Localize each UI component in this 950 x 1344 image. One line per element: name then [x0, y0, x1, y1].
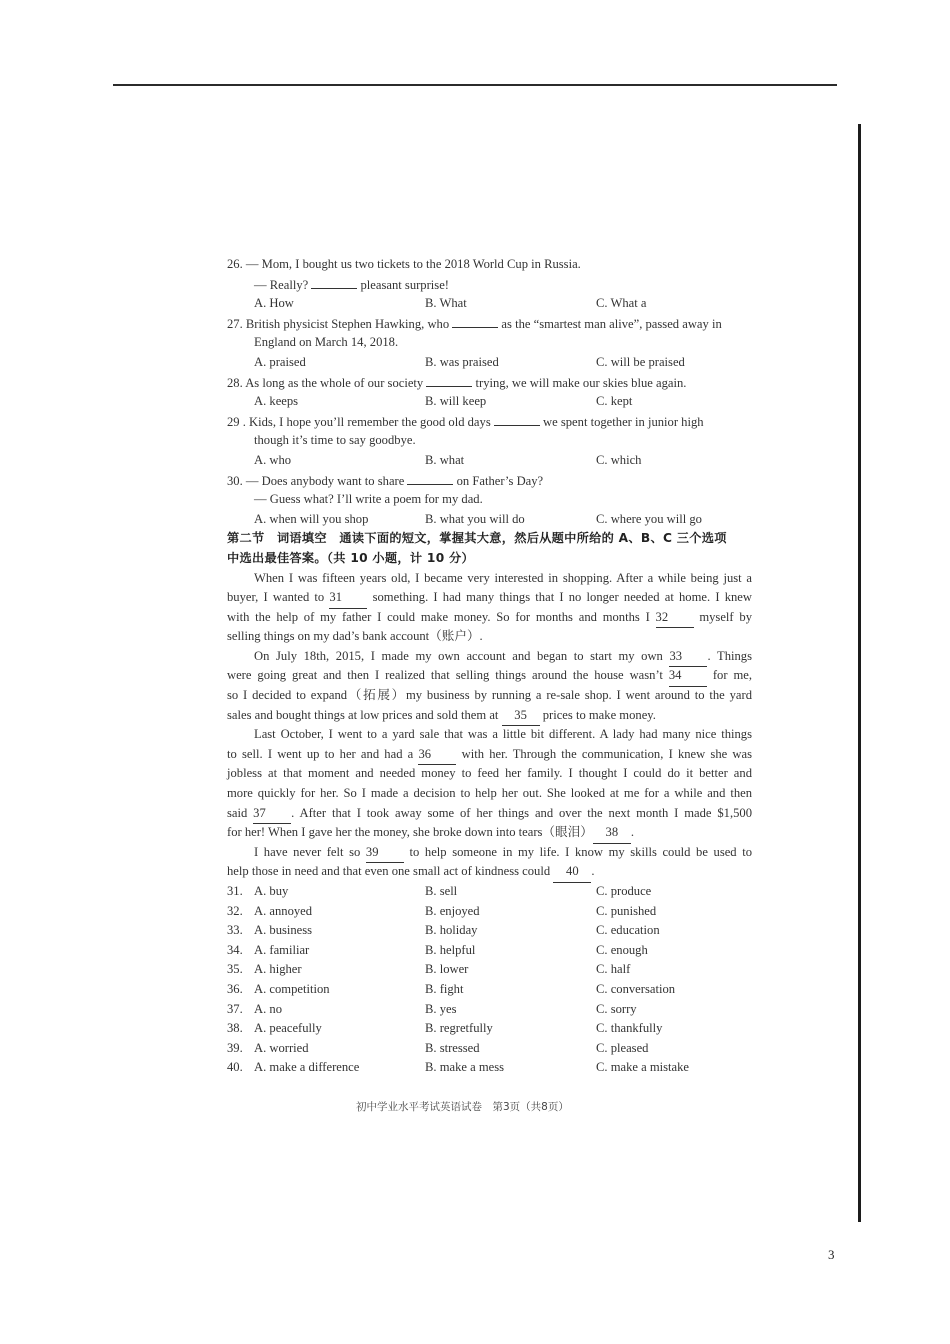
passage-line [227, 862, 752, 882]
question-27-options [227, 353, 752, 373]
passage-text: to sell. I went up to her and had a [227, 746, 419, 761]
option-b: B. was praised [425, 354, 499, 369]
passage-line [227, 823, 752, 843]
passage-text: . [591, 864, 595, 879]
option-a: A. when will you shop [254, 511, 369, 526]
option-row [227, 1019, 752, 1039]
passage-text: with the help of my father I could make money. So for months and months I [227, 609, 656, 624]
blank-number: 39 [366, 843, 404, 864]
passage-line: more quickly for her. So I made a decision to help her out. She looked at me for a while and then [227, 786, 752, 801]
page-footer: 初中学业水平考试英语试卷 第3页（共8页） [356, 1101, 569, 1113]
blank-number: 32 [656, 608, 694, 629]
passage-text: . [630, 825, 634, 840]
blank-number: 37 [253, 804, 291, 825]
option-c: C. produce [596, 884, 652, 898]
passage-line [227, 843, 752, 863]
blank-number: 35 [502, 706, 540, 727]
question-26-reply: — Really? pleasant surprise! [227, 275, 752, 295]
option-b: B. yes [425, 1001, 457, 1016]
question-26-options [227, 294, 752, 314]
cloze-passage [227, 569, 752, 883]
option-row [227, 1000, 752, 1020]
blank-number: 31 [329, 588, 367, 609]
question-29-options [227, 451, 752, 471]
option-c: C. punished [596, 903, 657, 918]
option-b: B. helpful [425, 942, 476, 957]
passage-line [227, 706, 752, 726]
option-a: A. competition [254, 981, 330, 996]
blank-number: 34 [669, 666, 707, 687]
question-number: 35. [227, 962, 243, 977]
blank-number: 40 [553, 862, 591, 883]
option-a: A. who [254, 452, 292, 467]
option-b: B. holiday [425, 923, 478, 938]
option-a: A. worried [254, 1040, 309, 1055]
passage-text: with her. Through the communication, I knew she was [456, 746, 752, 761]
question-number: 37. [227, 1001, 243, 1016]
passage-line: selling things on my dad’s bank account（账户）. [227, 629, 483, 644]
option-a: A. no [254, 1001, 282, 1016]
question-number: 39. [227, 1040, 243, 1055]
page-number: 3 [828, 1247, 835, 1262]
blank-number: 33 [669, 647, 707, 668]
passage-text: to help someone in my life. I know my skills could be used to [403, 844, 752, 859]
passage-text: . Things [707, 648, 752, 663]
passage-text: said [227, 805, 254, 820]
question-27-stem: 27. British physicist Stephen Hawking, who as the “smartest man alive”, passed away in [227, 314, 752, 334]
option-c: C. which [596, 452, 642, 467]
passage-text: On July 18th, 2015, I made my own account and began to start my own [254, 648, 670, 663]
option-c: C. conversation [596, 981, 676, 996]
question-30-stem: 30. — Does anybody want to share on Father’s Day? [227, 471, 752, 491]
passage-line [227, 608, 752, 628]
question-number: 33. [227, 923, 243, 938]
passage-text: sales and bought things at low prices and sold them at [227, 707, 502, 722]
question-28-options [227, 392, 752, 412]
option-c: C. half [596, 962, 631, 977]
option-row [227, 941, 752, 961]
option-c: C. make a mistake [596, 1060, 690, 1075]
answer-blank [426, 373, 472, 387]
option-a: A. peacefully [254, 1021, 322, 1036]
question-number: 40. [227, 1060, 243, 1075]
scanned-exam-page [227, 255, 752, 1078]
question-28-stem: 28. As long as the whole of our society trying, we will make our skies blue again. [227, 373, 752, 393]
option-b: B. make a mess [425, 1060, 505, 1075]
section-heading-cont: 中选出最佳答案。（共 10 小题，计 10 分） [227, 550, 474, 565]
option-a: A. make a difference [254, 1060, 360, 1075]
option-row [227, 980, 752, 1000]
passage-line: When I was fifteen years old, I became very interested in shopping. After a while being just a [254, 570, 752, 585]
passage-line [227, 588, 752, 608]
option-a: A. praised [254, 354, 306, 369]
answer-blank [452, 314, 498, 328]
answer-blank [407, 471, 453, 485]
passage-text: myself by [693, 609, 752, 624]
option-b: B. lower [425, 962, 469, 977]
passage-text: help those in need and that even one small act of kindness could [227, 864, 554, 879]
option-b: B. enjoyed [425, 903, 480, 918]
option-b: B. fight [425, 981, 464, 996]
passage-text: buyer, I wanted to [227, 590, 330, 605]
binding-edge-bar [858, 124, 861, 1222]
question-number: 32. [227, 903, 243, 918]
answer-blank [311, 275, 357, 289]
passage-text: for her! When I gave her the money, she broke down into tears（眼泪） [227, 825, 593, 840]
option-c: C. education [596, 923, 660, 938]
passage-text: prices to make money. [539, 707, 656, 722]
cloze-options [227, 882, 752, 1078]
answer-blank [494, 412, 540, 426]
option-c: C. What a [596, 296, 647, 311]
option-c: C. kept [596, 394, 633, 409]
option-row [227, 902, 752, 922]
option-c: C. enough [596, 942, 648, 957]
option-row [227, 1058, 752, 1078]
question-30-options [227, 510, 752, 530]
header-rule [113, 84, 837, 86]
option-a: A. annoyed [254, 903, 313, 918]
option-row [227, 1039, 752, 1059]
passage-line [227, 745, 752, 765]
option-row [227, 960, 752, 980]
passage-line: jobless at that moment and needed money to feed her family. I thought I could do it better and [227, 766, 752, 781]
passage-line [227, 804, 752, 824]
section-heading: 第二节 词语填空 通读下面的短文，掌握其大意，然后从题中所给的 A、B、C 三个选项 [227, 531, 727, 546]
option-a: A. keeps [254, 394, 299, 409]
passage-text: . After that I took away some of her things and over the next month I made $1,500 [291, 805, 752, 820]
option-c: C. pleased [596, 1040, 649, 1055]
passage-text: something. I had many things that I no longer needed at home. I knew [367, 590, 752, 605]
option-b: B. stressed [425, 1040, 480, 1055]
option-b: B. what [425, 452, 465, 467]
passage-text: I have never felt so [254, 844, 366, 859]
question-number: 34. [227, 942, 243, 957]
question-number: 36. [227, 981, 243, 996]
option-b: B. will keep [425, 394, 487, 409]
option-b: B. regretfully [425, 1021, 493, 1036]
blank-number: 36 [418, 745, 456, 766]
option-c: C. thankfully [596, 1021, 663, 1036]
question-29-stem-cont: though it’s time to say goodbye. [254, 433, 416, 448]
question-30-reply: — Guess what? I’ll write a poem for my dad. [254, 492, 483, 507]
option-a: A. How [254, 296, 294, 311]
option-b: B. What [425, 296, 467, 311]
option-b: B. sell [425, 884, 458, 898]
passage-text: for me, [706, 668, 752, 683]
passage-line: so I decided to expand（拓展）my business by running a re-sale shop. I went around to the yard [227, 688, 752, 703]
option-c: C. will be praised [596, 354, 685, 369]
question-29-stem: 29 . Kids, I hope you’ll remember the good old days we spent together in junior high [227, 412, 752, 432]
option-row [227, 921, 752, 941]
passage-text: were going great and then I realized that selling things around the house wasn’t [227, 668, 669, 683]
question-number: 38. [227, 1021, 243, 1036]
option-b: B. what you will do [425, 511, 525, 526]
question-number: 31. [227, 884, 243, 898]
option-c: C. where you will go [596, 511, 702, 526]
passage-line [227, 647, 752, 667]
blank-number: 38 [593, 823, 631, 844]
option-a: A. business [254, 923, 313, 938]
passage-line [227, 666, 752, 686]
option-a: A. higher [254, 962, 302, 977]
passage-line: Last October, I went to a yard sale that was a little bit different. A lady had many nice things [254, 727, 752, 742]
question-27-stem-cont: England on March 14, 2018. [254, 335, 399, 350]
option-a: A. buy [254, 884, 289, 898]
option-a: A. familiar [254, 942, 310, 957]
option-row [227, 882, 752, 902]
question-26-stem: 26. — Mom, I bought us two tickets to the 2018 World Cup in Russia. [227, 257, 581, 271]
option-c: C. sorry [596, 1001, 637, 1016]
